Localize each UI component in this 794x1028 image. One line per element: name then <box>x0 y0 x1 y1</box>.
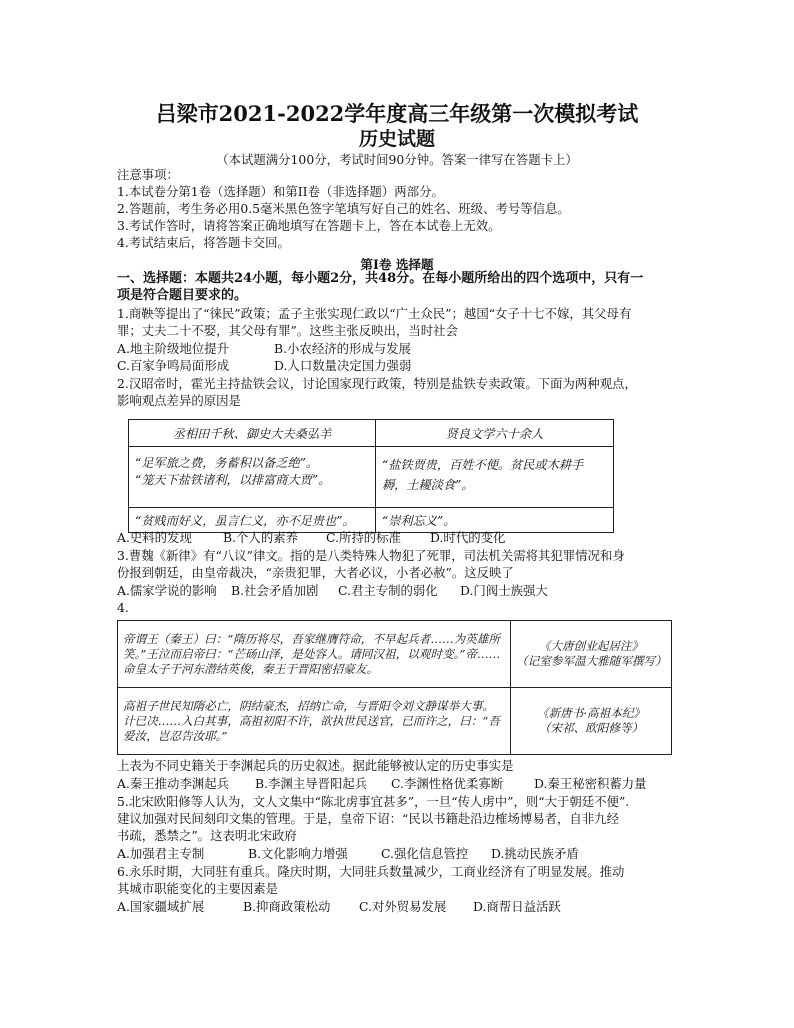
option-d: D.挑动民族矛盾 <box>491 846 579 861</box>
question-4-table <box>117 620 672 755</box>
notice-item: 4.考试结束后，将答题卡交回。 <box>117 235 290 250</box>
source-author: （记室参军温大雅随军撰写） <box>516 654 667 668</box>
option-d: D.门阀士族强大 <box>460 583 548 598</box>
option-c: C.君主专制的弱化 <box>338 583 438 598</box>
notice-item: 2.答题前，考生务必用0.5毫米黑色签字笔填写好自己的姓名、班级、考号等信息。 <box>117 201 570 216</box>
table-cell: “崇利忘义”。 <box>376 508 614 533</box>
section-intro: 一、选择题：本题共24小题，每小题2分，共48分。在每小题所给出的四个选项中，只有一 <box>117 271 644 286</box>
question-5-text: 建议加强对民间刻印文集的管理。于是，皇帝下诏：“民以书籍赴沿边榷场博易者，自非九经 <box>117 811 619 826</box>
option-b: B.抑商政策松动 <box>243 899 331 914</box>
table-cell: 帝谓王（秦王）曰：“隋历将尽，吾家继膺符命，不早起兵者……为英雄所笑。”王泣而启帝曰：“芒砀山泽，是处容人。请同汉祖，以观时变。”帝……命皇太子于河东潜结英俊，秦王于晋阳密招豪友。 <box>118 621 511 688</box>
question-4-text: 上表为不同史籍关于李渊起兵的历史叙述。据此能够被认定的历史事实是 <box>117 758 514 773</box>
table-cell: “盐铁贾贵，百姓不便。贫民或木耕手耨，土耰淡食”。 <box>376 447 614 508</box>
table-cell <box>129 447 376 508</box>
question-5-text: 书疏，悉禁之”。这表明北宋政府 <box>117 828 297 843</box>
notice-item: 3.考试作答时，请将答案正确地填写在答题卡上，答在本试卷上无效。 <box>117 218 501 233</box>
option-b: B.个人的素养 <box>223 530 298 545</box>
exam-subtitle: 历史试题 <box>358 128 435 150</box>
question-2-options <box>117 530 505 546</box>
option-c: C.对外贸易发展 <box>359 899 447 914</box>
option-b: B.文化影响力增强 <box>248 846 348 861</box>
option-d: D.人口数量决定国力强弱 <box>274 358 412 373</box>
section-intro: 项是符合题目要求的。 <box>117 288 248 303</box>
source-title: 《大唐创业起居注》 <box>538 639 644 653</box>
quote-line: “笼天下盐铁诸利，以排富商大贾”。 <box>135 473 331 487</box>
question-4-options <box>117 776 647 792</box>
option-c: C.李渊性格优柔寡断 <box>391 776 504 791</box>
option-b: B.小农经济的形成与发展 <box>274 341 411 356</box>
option-c: C.百家争鸣局面形成 <box>117 358 230 373</box>
source-title: 《新唐书·高祖本纪》 <box>536 706 646 720</box>
option-a: A.史料的发现 <box>117 530 192 545</box>
question-2-text: 影响观点差异的原因是 <box>117 393 241 408</box>
option-b: B.社会矛盾加剧 <box>231 583 319 598</box>
table-source-cell <box>511 688 672 755</box>
question-4-number: 4. <box>117 600 129 615</box>
table-header: 丞相田千秋、御史大夫桑弘羊 <box>129 420 376 447</box>
question-5-text: 5.北宋欧阳修等人认为，文人文集中“陈北虏事宜甚多”，一旦“传人虏中”，则“大于朝廷不便”. <box>117 794 630 809</box>
quote-line: “足军旅之费，务蓄积以备乏绝”。 <box>135 456 319 470</box>
table-source-cell <box>511 621 672 688</box>
option-c: C.所持的标准 <box>326 530 401 545</box>
option-a: A.地主阶级地位提升 <box>117 341 230 356</box>
question-1-options <box>117 341 411 357</box>
table-header: 贤良文学六十余人 <box>376 420 614 447</box>
option-a: A.儒家学说的影响 <box>117 583 217 598</box>
section-title: 第I卷 选择题 <box>360 257 434 272</box>
question-1-options <box>117 358 411 374</box>
table-cell: “贫贱而好义，虽言仁义，亦不足贵也”。 <box>129 508 376 533</box>
question-6-options <box>117 899 561 915</box>
question-3-options <box>117 583 548 599</box>
question-6-text: 其城市职能变化的主要因素是 <box>117 881 279 896</box>
question-1-text: 罪；丈夫二十不娶，其父母有罪”。这些主张反映出，当时社会 <box>117 323 458 338</box>
source-author: （宋祁、欧阳修等） <box>538 721 644 735</box>
option-c: C.强化信息管控 <box>381 846 469 861</box>
option-d: D.秦王秘密积蓄力量 <box>534 776 647 791</box>
question-3-text: 份报到朝廷，由皇帝裁决，“亲贵犯罪，大者必议，小者必赦”。这反映了 <box>117 565 514 580</box>
question-1-text: 1.商鞅等提出了“徕民”政策；孟子主张实现仁政以“广土众民”；越国“女子十七不嫁，其父母有 <box>117 306 632 321</box>
notice-item: 1.本试卷分第1卷（选择题）和第II卷（非选择题）两部分。 <box>117 184 444 199</box>
exam-note: （本试题满分100分，考试时间90分钟。答案一律写在答题卡上） <box>216 152 578 167</box>
option-a: A.国家疆域扩展 <box>117 899 205 914</box>
option-d: D.时代的变化 <box>430 530 506 545</box>
option-b: B.李渊主导晋阳起兵 <box>255 776 368 791</box>
exam-title: 吕梁市2021-2022学年度高三年级第一次模拟考试 <box>155 101 639 126</box>
notice-heading: 注意事项： <box>117 167 179 182</box>
question-3-text: 3.曹魏《新律》有“八议”律文。指的是八类特殊人物犯了死罪，司法机关需将其犯罪情况和身 <box>117 548 625 563</box>
question-2-table <box>128 419 614 533</box>
question-5-options <box>117 846 579 862</box>
question-2-text: 2.汉昭帝时，霍光主持盐铁会议，讨论国家现行政策，特别是盐铁专卖政策。下面为两种观点， <box>117 376 637 391</box>
option-a: A.加强君主专制 <box>117 846 205 861</box>
option-a: A.秦王推动李渊起兵 <box>117 776 230 791</box>
question-6-text: 6.永乐时期，大同驻有重兵。隆庆时期，大同驻兵数量减少，工商业经济有了明显发展。推动 <box>117 864 625 879</box>
table-cell: 高祖子世民知隋必亡，阴结豪杰，招纳亡命，与晋阳令刘文静谋举大事。计已决……入白其事，高祖初阳不许，欲执世民送官，已而许之，曰：“吾爱汝，岂忍告汝耶。” <box>118 688 511 755</box>
option-d: D.商帮日益活跃 <box>473 899 561 914</box>
